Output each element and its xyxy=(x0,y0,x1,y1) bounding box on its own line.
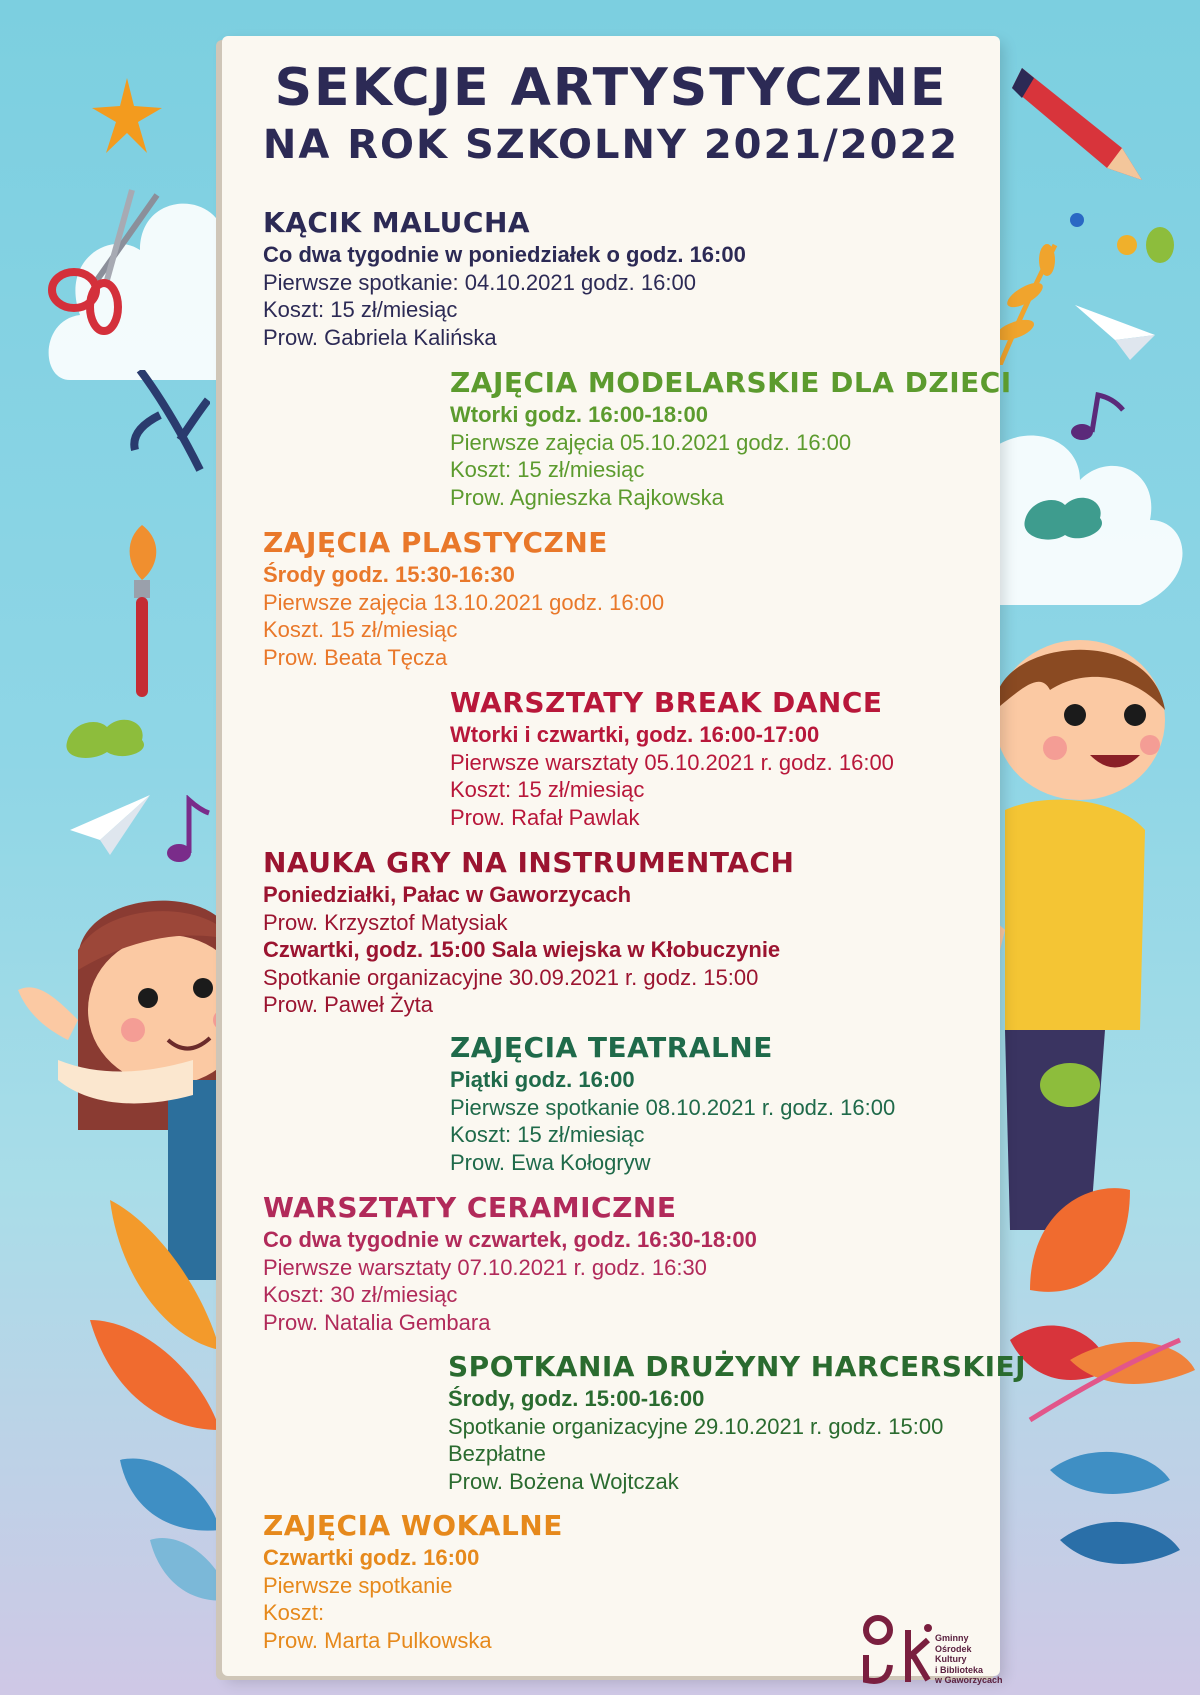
section-title: NAUKA GRY NA INSTRUMENTACH xyxy=(263,846,795,879)
section-line: Pierwsze spotkanie xyxy=(263,1572,453,1598)
section-line: Koszt: 15 zł/miesiąc xyxy=(450,457,645,483)
section-kacik-malucha xyxy=(263,206,746,351)
section-line: Pierwsze spotkanie 08.10.2021 r. godz. 16:00 xyxy=(450,1094,896,1120)
section-schedule: Wtorki godz. 16:00-18:00 xyxy=(450,402,708,427)
section-zajecia-teatralne xyxy=(450,1031,895,1176)
section-schedule: Co dwa tygodnie w czwartek, godz. 16:30-18:00 xyxy=(263,1227,757,1252)
left-leaves xyxy=(90,1200,240,1620)
leaf-branch-icon xyxy=(130,370,210,480)
section-line: Koszt: 15 zł/miesiąc xyxy=(450,1122,645,1148)
section-line: Koszt: 30 zł/miesiąc xyxy=(263,1282,458,1308)
section-schedule: Poniedziałki, Pałac w Gaworzycach xyxy=(263,882,632,907)
dots-decoration xyxy=(1065,210,1175,270)
section-schedule: Wtorki i czwartki, godz. 16:00-17:00 xyxy=(450,722,820,747)
section-schedule: Czwartki, godz. 15:00 Sala wiejska w Kłobuczynie xyxy=(263,937,781,963)
section-line: Bezpłatne xyxy=(448,1441,546,1467)
section-line: Prow. Agnieszka Rajkowska xyxy=(450,484,724,510)
music-note-icon xyxy=(165,795,210,865)
section-title: WARSZTATY CERAMICZNE xyxy=(263,1191,677,1224)
section-line: Koszt: 15 zł/miesiąc xyxy=(263,297,458,323)
scissors-icon xyxy=(42,185,172,335)
section-title: WARSZTATY BREAK DANCE xyxy=(450,686,883,719)
section-nauka-gry xyxy=(263,846,794,1019)
section-schedule: Czwartki godz. 16:00 xyxy=(263,1545,480,1570)
section-line: Prow. Beata Tęcza xyxy=(263,644,448,670)
page-title: SEKCJE ARTYSTYCZNE xyxy=(274,58,948,118)
right-paper-plane-icon xyxy=(1075,300,1155,360)
section-zajecia-wokalne xyxy=(263,1509,563,1654)
section-line: Pierwsze zajęcia 05.10.2021 godz. 16:00 xyxy=(450,429,852,455)
section-line: Spotkanie organizacyjne 29.10.2021 r. godz. 15:00 xyxy=(448,1413,944,1439)
paper-plane-icon xyxy=(70,795,150,855)
section-title: ZAJĘCIA WOKALNE xyxy=(263,1509,563,1542)
pencil-icon xyxy=(1012,58,1152,183)
right-splash-icon xyxy=(1020,490,1110,550)
section-title: KĄCIK MALUCHA xyxy=(263,206,531,239)
section-line: Prow. Ewa Kołogryw xyxy=(450,1149,651,1175)
section-title: ZAJĘCIA TEATRALNE xyxy=(450,1031,773,1064)
section-druzyna-harcerska xyxy=(448,1350,1026,1495)
section-line: Koszt: xyxy=(263,1600,325,1626)
section-schedule: Środy godz. 15:30-16:30 xyxy=(263,562,515,587)
section-line: Prow. Marta Pulkowska xyxy=(263,1627,492,1653)
section-line: Spotkanie organizacyjne 30.09.2021 r. godz. 15:00 xyxy=(263,964,759,990)
section-line: Prow. Gabriela Kalińska xyxy=(263,324,497,350)
section-line: Prow. Bożena Wojtczak xyxy=(448,1468,679,1494)
section-zajecia-plastyczne xyxy=(263,526,664,671)
section-line: Pierwsze zajęcia 13.10.2021 godz. 16:00 xyxy=(263,589,665,615)
section-line: Koszt: 15 zł/miesiąc xyxy=(450,777,645,803)
section-schedule: Piątki godz. 16:00 xyxy=(450,1067,635,1092)
logo-text: Gminny Ośrodek Kultury i Biblioteka w Gaworzycach xyxy=(935,1633,1003,1685)
section-title: ZAJĘCIA MODELARSKIE DLA DZIECI xyxy=(450,366,1012,399)
splash-icon xyxy=(62,712,152,762)
right-leaves xyxy=(1010,1040,1200,1580)
section-schedule: Co dwa tygodnie w poniedziałek o godz. 16:00 xyxy=(263,242,746,267)
paintbrush-icon xyxy=(112,525,172,700)
section-line: Prow. Natalia Gembara xyxy=(263,1309,491,1335)
section-line: Prow. Krzysztof Matysiak xyxy=(263,909,508,935)
star-flower-icon xyxy=(92,78,162,158)
section-line: Prow. Rafał Pawlak xyxy=(450,804,640,830)
page-subtitle: NA ROK SZKOLNY 2021/2022 xyxy=(262,122,960,168)
section-zajecia-modelarskie xyxy=(450,366,1012,511)
section-line: Koszt. 15 zł/miesiąc xyxy=(263,617,458,643)
section-line: Pierwsze warsztaty 05.10.2021 r. godz. 16:00 xyxy=(450,749,894,775)
section-title: ZAJĘCIA PLASTYCZNE xyxy=(263,526,608,559)
section-break-dance xyxy=(450,686,894,831)
section-warsztaty-ceramiczne xyxy=(263,1191,757,1336)
section-line: Pierwsze spotkanie: 04.10.2021 godz. 16:00 xyxy=(263,269,696,295)
section-line: Prow. Paweł Żyta xyxy=(263,992,433,1018)
section-title: SPOTKANIA DRUŻYNY HARCERSKIEJ xyxy=(448,1350,1027,1383)
section-line: Pierwsze warsztaty 07.10.2021 r. godz. 16:30 xyxy=(263,1254,707,1280)
section-schedule: Środy, godz. 15:00-16:00 xyxy=(448,1386,705,1411)
